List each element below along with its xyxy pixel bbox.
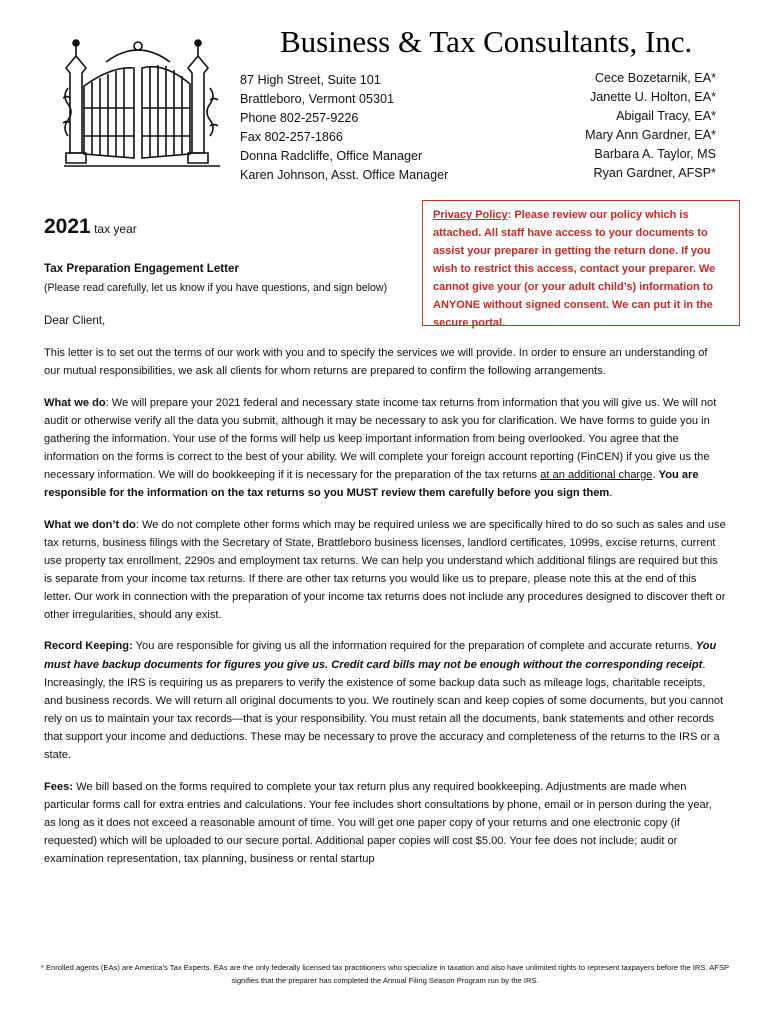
tax-year: 2021 <box>44 215 91 238</box>
additional-charge-note: at an additional charge <box>540 468 653 481</box>
address-line: Brattleboro, Vermont 05301 <box>240 92 395 106</box>
record-keeping-text: You are responsible for giving us all the information required for the preparation of complete and accurate returns. <box>132 640 696 653</box>
privacy-policy-text: : Please review our policy which is attached. All staff have access to your documents to assist your preparer in getting the return done. If you wish to restrict this access, contact your preparer. We cannot give your (or your adult child’s) information to ANYONE without signed consent. We can put it in the secure portal. <box>433 209 716 329</box>
staff-member: Ryan Gardner, AFSP* <box>593 166 716 180</box>
responsibility-note: You are responsible for the information on the tax returns so you MUST review them carefully before you sign them <box>44 468 699 500</box>
tax-year-heading <box>44 213 137 243</box>
what-we-dont-do-heading: What we don’t do <box>44 518 136 531</box>
gate-logo-icon <box>60 28 225 178</box>
letter-title: Tax Preparation Engagement Letter <box>44 262 239 275</box>
privacy-policy-notice <box>422 200 740 329</box>
sentence-end: . <box>652 468 659 481</box>
greeting: Dear Client, <box>44 314 106 327</box>
privacy-policy-label: Privacy Policy <box>433 209 508 221</box>
office-manager: Donna Radcliffe, Office Manager <box>240 149 423 163</box>
record-keeping-paragraph <box>44 637 726 764</box>
intro-paragraph: This letter is to set out the terms of our work with you and to specify the services we will provide. In order to ensure an understanding of our mutual responsibilities, we ask all clients for whom returns are prepared to confirm the following arrangements. <box>44 347 708 378</box>
address-line: 87 High Street, Suite 101 <box>240 73 381 87</box>
what-we-dont-do-text: : We do not complete other forms which may be required unless we are specifically hired to do so such as sales and use tax returns, business filings with the Secretary of State, Brattleboro business licenses, landlord certificates, 1099s, excise returns, current use property tax enrollment, 2290s and employment tax returns. We can help you understand which additional filings are required but this is separate from your income tax returns. If there are other tax returns you would like us to prepare, please note this at the end of this letter. Our work in connection with the preparation of your income tax returns does not include any procedures designed to discover theft or other irregularities, should any exist. <box>44 518 726 621</box>
record-keeping-text: . Increasingly, the IRS is requiring us as preparers to verify the existence of some backup data such as mileage logs, charitable receipts, and business records. We will return all original documents to you. We routinely scan and keep copies of some documents, but you cannot rely on us to maintain your tax records—that is your responsibility. You must retain all the documents, bank statements and other records that support your income and deductions. These may be necessary to prove the accuracy and completeness of the returns to the IRS or a state. <box>44 658 724 762</box>
fees-text: We bill based on the forms required to complete your tax return plus any required bookkeeping. Adjustments are made when particular forms call for extra entries and calculations. Your fee includes short consultations by phone, email or in person during the year, as long as it does not exceed a reasonable amount of time. You will get one paper copy of your returns and one electronic copy (if requested) which will be uploaded to our secure portal. Additional paper copies will cost $5.00. Your fee does not include; audit or examination representation, tax planning, business or rental startup <box>44 780 712 865</box>
tax-year-suffix: tax year <box>94 222 137 236</box>
phone-number: Phone 802-257-9226 <box>240 111 359 125</box>
fees-paragraph <box>44 778 726 868</box>
staff-member: Abigail Tracy, EA* <box>616 109 716 123</box>
what-we-do-paragraph <box>44 394 726 503</box>
what-we-do-heading: What we do <box>44 396 106 409</box>
staff-member: Barbara A. Taylor, MS <box>594 147 716 161</box>
staff-member: Janette U. Holton, EA* <box>589 90 716 104</box>
record-keeping-heading: Record Keeping: <box>44 640 133 653</box>
asst-office-manager: Karen Johnson, Asst. Office Manager <box>240 168 449 182</box>
letter-subtitle: (Please read carefully, let us know if you have questions, and sign below) <box>44 282 388 294</box>
what-we-do-text: : We will prepare your 2021 federal and necessary state income tax returns from information that you will give us. We will not audit or otherwise verify all the data you submit, although it may be necessary to ask you for clarification. We have forms to guide you in gathering the information. Your use of the forms will help us keep important information from being overlooked. You agree that the information on the forms is correct to the best of your ability. We will complete your foreign account reporting (FinCEN) if you give us the necessary information. We will do bookkeeping if it is necessary for the preparation of the tax returns <box>44 396 717 481</box>
footnote: * Enrolled agents (EAs) are America’s Tax Experts. EAs are the only federally licensed tax practitioners who specialize in taxation and also have unlimited rights to represent taxpayers before the IRS. AFSP signifies that the preparer has completed the Annual Filing Season Program run by the IRS. <box>40 963 730 985</box>
letter-body <box>44 344 726 881</box>
firm-name: Business & Tax Consultants, Inc. <box>280 24 693 59</box>
backup-documents-note: You must have backup documents for figures you give us. Credit card bills may not be enough without the corresponding receipt <box>44 640 717 671</box>
staff-member: Cece Bozetarnik, EA* <box>594 71 716 85</box>
fees-heading: Fees: <box>44 780 73 793</box>
fax-number: Fax 802-257-1866 <box>240 130 343 144</box>
staff-member: Mary Ann Gardner, EA* <box>585 128 716 142</box>
sentence-end: . <box>609 487 613 500</box>
what-we-dont-do-paragraph <box>44 516 726 625</box>
